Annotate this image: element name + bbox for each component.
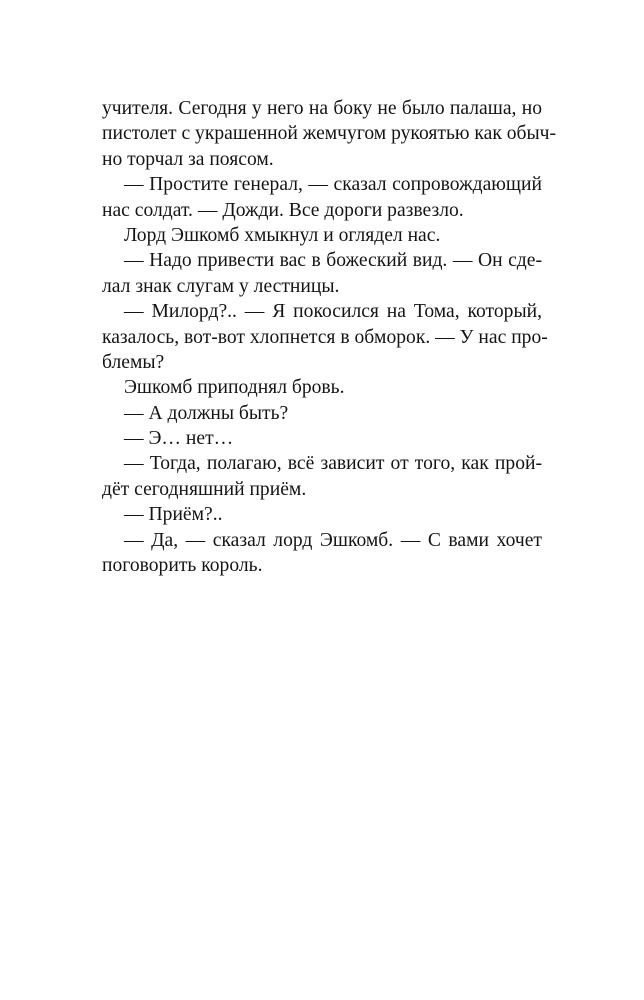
text-line: блемы?	[102, 351, 165, 373]
text-line: — А должны быть?	[124, 402, 289, 424]
text-line: но торчал за поясом.	[102, 148, 274, 170]
text-line: Эшкомб приподнял бровь.	[124, 377, 345, 399]
text-line: Лорд Эшкомб хмыкнул и оглядел нас.	[124, 224, 441, 246]
text-line: поговорить король.	[102, 555, 263, 577]
text-line: лал знак слугам у лестницы.	[102, 275, 340, 297]
text-line: нас солдат. — Дожди. Все дороги развезло.	[102, 199, 464, 221]
text-line: дёт сегодняшний приём.	[102, 478, 307, 500]
text-line: — Надо привести вас в божеский вид. — Он сде-	[124, 250, 542, 272]
page-text	[102, 96, 557, 578]
text-line: — Приём?..	[124, 504, 223, 526]
text-line: — Простите генерал, — сказал сопровождающий	[124, 174, 542, 196]
text-line: казалось, вот-вот хлопнется в обморок. — У нас про-	[102, 326, 548, 348]
text-line: — Тогда, полагаю, всё зависит от того, как прой-	[124, 453, 542, 475]
text-line: — Да, — сказал лорд Эшкомб. — С вами хочет	[124, 529, 542, 551]
text-line: — Милорд?.. — Я покосился на Тома, который,	[124, 301, 542, 323]
text-line: — Э… нет…	[124, 428, 234, 450]
text-line: пистолет с украшенной жемчугом рукоятью как обыч-	[102, 123, 557, 145]
text-line: учителя. Сегодня у него на боку не было палаша, но	[102, 98, 542, 119]
